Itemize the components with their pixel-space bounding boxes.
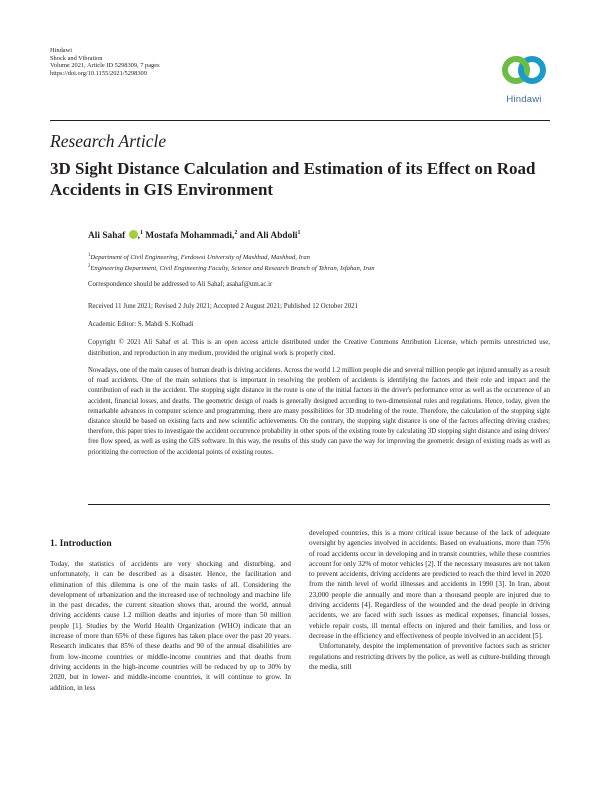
affiliation-2: $^2$Engineering Department, Civil Engineering Faculty, Science and Research Branch of Tehran, Isfahan, Iran	[88, 264, 375, 273]
journal-meta	[50, 47, 160, 78]
body-column-right	[309, 528, 550, 672]
author-2-affil: 2	[234, 230, 238, 236]
author-1[interactable]: Ali Sahaf	[88, 231, 126, 242]
section-heading-introduction: 1. Introduction	[50, 538, 112, 549]
abstract-divider	[88, 504, 550, 505]
correspondence: Correspondence should be addressed to Ali Sahaf; asahaf@um.ac.ir	[88, 281, 273, 288]
copyright-notice: Copyright © 2021 Ali Sahaf et al. This is an open access article distributed under the Creative Commons Attribution License, which permits unrestricted use, distribution, and reproduction in any medium, provided the original work is properly cited.	[88, 339, 550, 357]
orcid-icon[interactable]	[129, 230, 138, 239]
author-1-affil: 1	[139, 230, 143, 236]
abstract: Nowadays, one of the main causes of human death is driving accidents. Across the world 1.2 million people die and several million people get injured annually as a result of road accidents. One of the main solutions that is important in resolving the problem of accidents is identifying the factors and their role and impact and the contribution of each in the accident. The stopping sight distance in the route is one of the initial factors in the driver's performance error as well as the occurrence of an accident, financial losses, and deaths. The geometric design of roads is generally designed according to two-dimensional rules and regulations. Hence, today, given the remarkable advances in computer science and programming, there are many possibilities for 3D modeling of the route. Therefore, the calculation of the stopping sight distance should be based on existing facts and new scientific achievements. On the contrary, the stopping sight distance is one of the factors affecting driving crashes; therefore, this paper tries to investigate the accident occurrence probability in other spots of the existing route by calculating 3D stopping sight distance and using drivers' free flow speed, as well as using the GIS software. In this way, the results of this study can pave the way for improving the geometric design of existing roads as well as prioritizing the correction of the accidental points of existing routes.	[88, 367, 550, 456]
author-list: Ali Sahaf ,$^1$ Mostafa Mohammadi,$^2$ and Ali Abdoli$^1$	[88, 230, 301, 242]
journal-name: Shock and Vibration	[50, 54, 103, 62]
logo-wordmark: Hindawi	[506, 94, 542, 105]
publisher-name: Hindawi	[50, 47, 73, 54]
academic-editor: Academic Editor: S. Mahdi S. Kolbadi	[88, 321, 194, 328]
body-column-left	[50, 559, 291, 693]
doi-link[interactable]: https://doi.org/10.1155/2021/5298309	[50, 70, 147, 78]
volume-line: Volume 2021, Article ID 5298309, 7 pages	[50, 62, 160, 70]
paragraph: developed countries, this is a more critical issue because of the lack of adequate oversight by agencies involved in accidents. Based on evaluations, more than 75% of road accidents occur in developing and in transit countries, while these countries account for only 32% of motor vehicles [2]. If the necessary measures are not taken to prevent accidents, driving accidents are predicted to reach the third level in 2020 from the ninth level of world illnesses and accidents in 1990 [3]. In Iran, about 23,000 people die annually and more than a thousand people are injured due to driving accidents [4]. Regardless of the wounded and the dead people in driving accidents, we are faced with such issues as medical expenses, financial losses, vehicle repair costs, ill mental effects on injured and their families, and loss or decrease in the efficiency and effectiveness of people involved in an accident [5].	[309, 529, 550, 640]
author-2[interactable]: Mostafa Mohammadi,	[145, 231, 235, 242]
affiliation-1: $^1$Department of Civil Engineering, Ferdowsi University of Mashhad, Mashhad, Iran	[88, 253, 310, 262]
paragraph: Today, the statistics of accidents are very shocking and disturbing, and unfortunately, it can be described as a disaster. Hence, the facilitation and elimination of this dilemma is one of the main tasks of all. Considering the development of urbanization and the increased use of technology and machine life in the past decades, the current situation shows that, around the world, annual driving accidents cause 1.2 million deaths and injuries of more than 50 million people [1]. Studies by the World Health Organization (WHO) indicate that an increase of more than 65% of these figures has taken place over the past 20 years. Research indicates that 85% of these deaths and 90 of the annual disabilities are from low-income countries or middle-income countries and that deaths from driving accidents in the high-income countries will be reduced by up to 30% by 2020, but in lower- and middle-income countries, it will continue to grow. In addition, in less	[50, 560, 291, 692]
hindawi-logo	[497, 48, 551, 106]
author-3[interactable]: and Ali Abdoli	[239, 231, 298, 242]
article-title: 3D Sight Distance Calculation and Estimation of its Effect on Road Accidents in GIS Environment	[50, 159, 536, 199]
article-dates: Received 11 June 2021; Revised 2 July 2021; Accepted 2 August 2021; Published 12 October 2021	[88, 303, 358, 310]
author-3-affil: 1	[297, 230, 301, 236]
paragraph: Unfortunately, despite the implementation of preventive factors such as stricter regulations and restricting drivers by the police, as well as culture-building through the media, still	[309, 642, 550, 671]
header-divider	[50, 120, 550, 121]
section-label: Research Article	[50, 131, 167, 151]
hindawi-logo-icon	[497, 48, 551, 94]
